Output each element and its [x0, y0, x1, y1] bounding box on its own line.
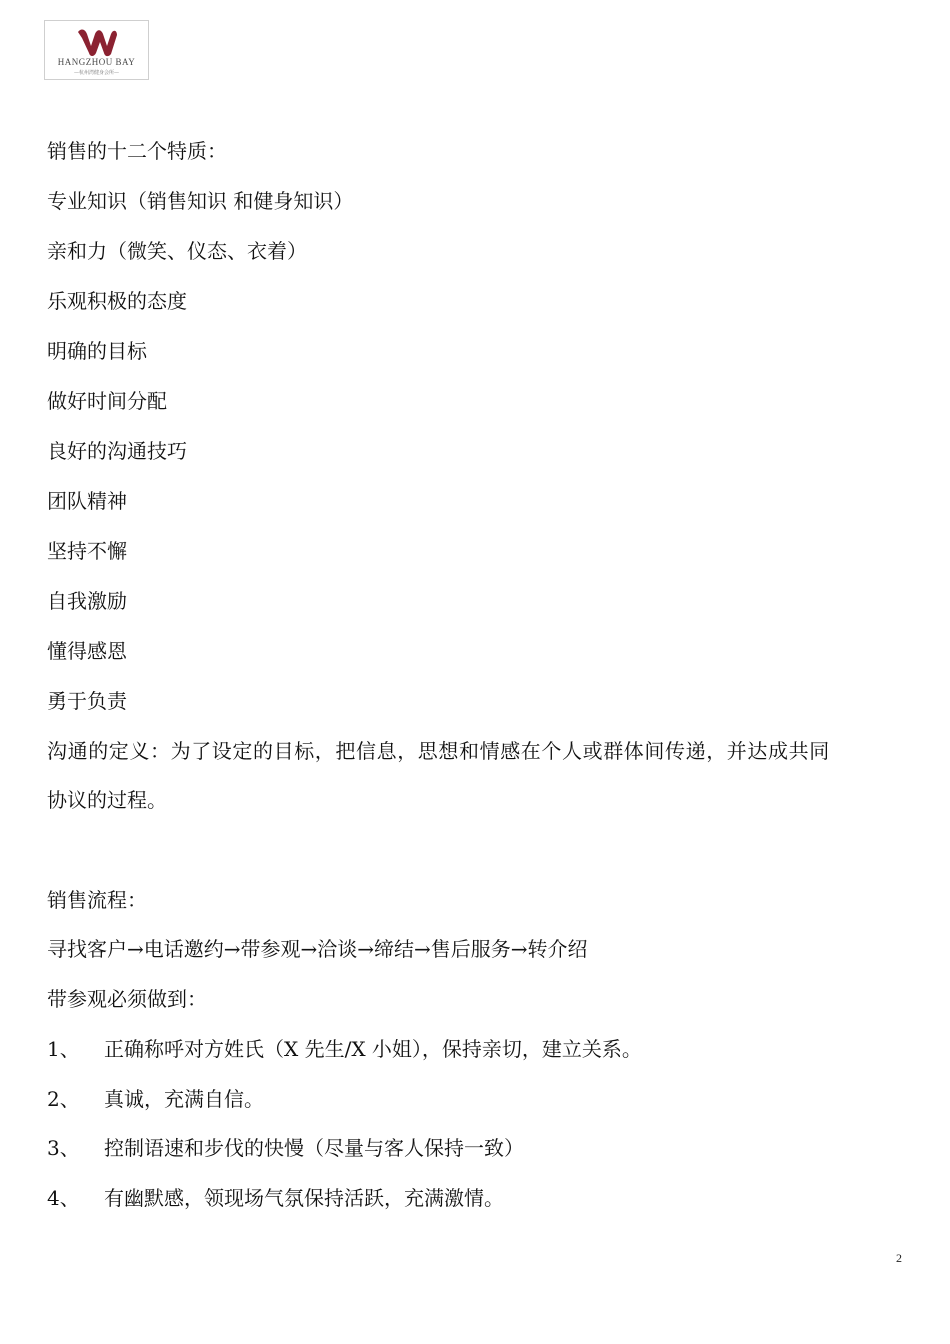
process-heading: 销售流程： — [47, 888, 147, 912]
tour-item — [47, 1037, 642, 1061]
communication-definition-line2: 协议的过程。 — [47, 788, 167, 812]
tour-item — [47, 1186, 504, 1210]
tour-item-text: 控制语速和步伐的快慢（尽量与客人保持一致） — [104, 1136, 524, 1160]
trait-item: 专业知识（销售知识 和健身知识） — [47, 189, 354, 213]
tour-item — [47, 1136, 524, 1160]
tour-item-number: 3、 — [47, 1136, 80, 1160]
trait-item: 懂得感恩 — [47, 639, 127, 663]
process-flow: 寻找客户→电话邀约→带参观→洽谈→缔结→售后服务→转介绍 — [47, 937, 588, 961]
company-logo — [44, 20, 149, 80]
trait-item: 乐观积极的态度 — [47, 289, 187, 313]
trait-item: 团队精神 — [47, 489, 127, 513]
page-number: 2 — [896, 1251, 902, 1265]
tour-heading: 带参观必须做到： — [47, 987, 207, 1011]
tour-item-text: 有幽默感，领现场气氛保持活跃，充满激情。 — [104, 1186, 504, 1210]
trait-item: 做好时间分配 — [47, 389, 167, 413]
trait-item: 明确的目标 — [47, 339, 147, 363]
communication-definition-line1: 沟通的定义：为了设定的目标，把信息，思想和情感在个人或群体间传递，并达成共同 — [47, 739, 830, 763]
trait-item: 亲和力（微笑、仪态、衣着） — [47, 239, 307, 263]
trait-item: 良好的沟通技巧 — [47, 439, 187, 463]
logo-name: HANGZHOU BAY — [57, 57, 136, 67]
trait-item: 自我激励 — [47, 589, 127, 613]
trait-item: 坚持不懈 — [47, 539, 127, 563]
tour-item-number: 1、 — [47, 1037, 80, 1061]
traits-heading: 销售的十二个特质： — [47, 139, 227, 163]
trait-item: 勇于负责 — [47, 689, 127, 713]
logo-mark-icon — [75, 26, 119, 58]
tour-item-number: 2、 — [47, 1087, 80, 1111]
tour-item — [47, 1087, 264, 1111]
logo-subtitle: —杭州湾健身会所— — [73, 70, 119, 76]
tour-item-text: 真诚，充满自信。 — [104, 1087, 264, 1111]
tour-item-number: 4、 — [47, 1186, 80, 1210]
tour-item-text: 正确称呼对方姓氏（X 先生/X 小姐），保持亲切，建立关系。 — [104, 1037, 642, 1061]
